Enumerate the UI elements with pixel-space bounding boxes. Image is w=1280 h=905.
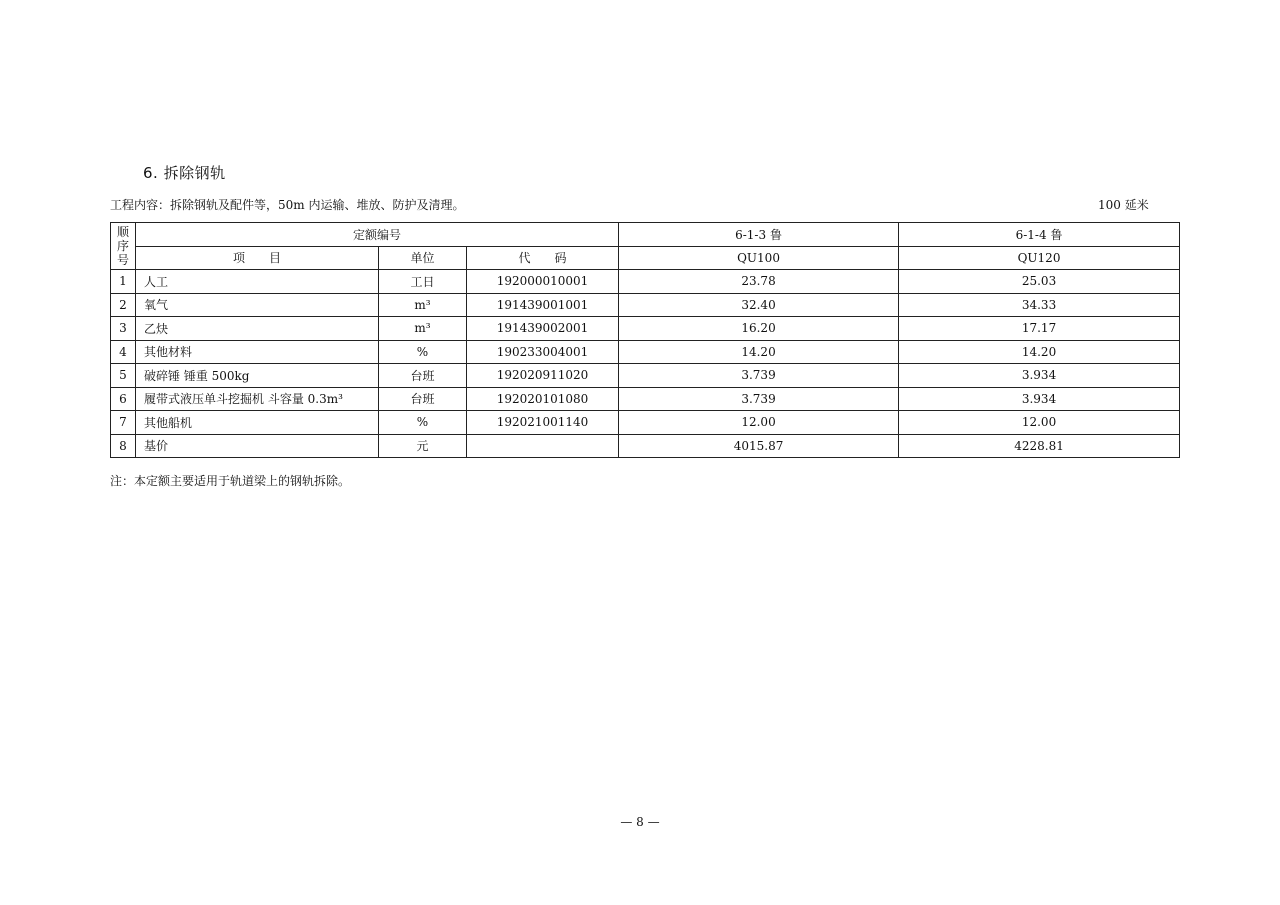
row-value-col1: 3.739 [619, 364, 899, 388]
row-value-col1: 4015.87 [619, 434, 899, 458]
row-value-col2: 14.20 [899, 340, 1180, 364]
row-item: 基价 [136, 434, 379, 458]
code-header: 代 码 [467, 246, 619, 270]
row-value-col2: 25.03 [899, 270, 1180, 294]
row-item: 其他材料 [136, 340, 379, 364]
row-unit: m³ [379, 293, 467, 317]
row-seq: 8 [111, 434, 136, 458]
row-item: 氧气 [136, 293, 379, 317]
row-unit: 元 [379, 434, 467, 458]
row-item: 履带式液压单斗挖掘机 斗容量 0.3m³ [136, 387, 379, 411]
unit-header: 单位 [379, 246, 467, 270]
row-unit: 工日 [379, 270, 467, 294]
col1-quota-no: 6-1-3 鲁 [619, 223, 899, 247]
row-value-col1: 14.20 [619, 340, 899, 364]
row-value-col1: 16.20 [619, 317, 899, 341]
row-code [467, 434, 619, 458]
table-row [111, 340, 1180, 364]
table-row [111, 317, 1180, 341]
row-code: 190233004001 [467, 340, 619, 364]
row-item: 人工 [136, 270, 379, 294]
item-header: 项 目 [136, 246, 379, 270]
row-code: 192021001140 [467, 411, 619, 435]
table-row [111, 434, 1180, 458]
row-value-col1: 23.78 [619, 270, 899, 294]
quota-unit: 100 延米 [1098, 198, 1149, 212]
quota-table [110, 222, 1180, 458]
row-value-col2: 17.17 [899, 317, 1180, 341]
row-item: 乙炔 [136, 317, 379, 341]
row-unit: % [379, 340, 467, 364]
row-unit: 台班 [379, 387, 467, 411]
table-header-row-2 [111, 246, 1180, 270]
row-value-col1: 3.739 [619, 387, 899, 411]
row-seq: 6 [111, 387, 136, 411]
row-unit: % [379, 411, 467, 435]
row-seq: 7 [111, 411, 136, 435]
row-value-col2: 3.934 [899, 387, 1180, 411]
seq-header [111, 223, 136, 270]
row-code: 191439002001 [467, 317, 619, 341]
row-item: 其他船机 [136, 411, 379, 435]
row-seq: 5 [111, 364, 136, 388]
row-unit: 台班 [379, 364, 467, 388]
page-number: — 8 — [620, 815, 660, 829]
col2-quota-no: 6-1-4 鲁 [899, 223, 1180, 247]
table-row [111, 293, 1180, 317]
table-row [111, 270, 1180, 294]
row-value-col2: 12.00 [899, 411, 1180, 435]
table-header-row-1 [111, 223, 1180, 247]
section-title: 6. 拆除钢轨 [143, 164, 226, 182]
row-value-col1: 12.00 [619, 411, 899, 435]
row-seq: 4 [111, 340, 136, 364]
row-value-col1: 32.40 [619, 293, 899, 317]
row-seq: 1 [111, 270, 136, 294]
table-row [111, 411, 1180, 435]
row-code: 192000010001 [467, 270, 619, 294]
quota-no-label: 定额编号 [136, 223, 619, 247]
row-value-col2: 3.934 [899, 364, 1180, 388]
row-value-col2: 34.33 [899, 293, 1180, 317]
row-item: 破碎锤 锤重 500kg [136, 364, 379, 388]
seq-header-text: 顺序号 [116, 225, 129, 267]
col2-name: QU120 [899, 246, 1180, 270]
work-content: 工程内容：拆除钢轨及配件等，50m 内运输、堆放、防护及清理。 [110, 198, 465, 212]
col1-name: QU100 [619, 246, 899, 270]
row-code: 192020911020 [467, 364, 619, 388]
row-seq: 3 [111, 317, 136, 341]
row-unit: m³ [379, 317, 467, 341]
footnote: 注：本定额主要适用于轨道梁上的钢轨拆除。 [110, 474, 351, 488]
row-code: 191439001001 [467, 293, 619, 317]
table-row [111, 387, 1180, 411]
table-row [111, 364, 1180, 388]
row-value-col2: 4228.81 [899, 434, 1180, 458]
row-seq: 2 [111, 293, 136, 317]
row-code: 192020101080 [467, 387, 619, 411]
